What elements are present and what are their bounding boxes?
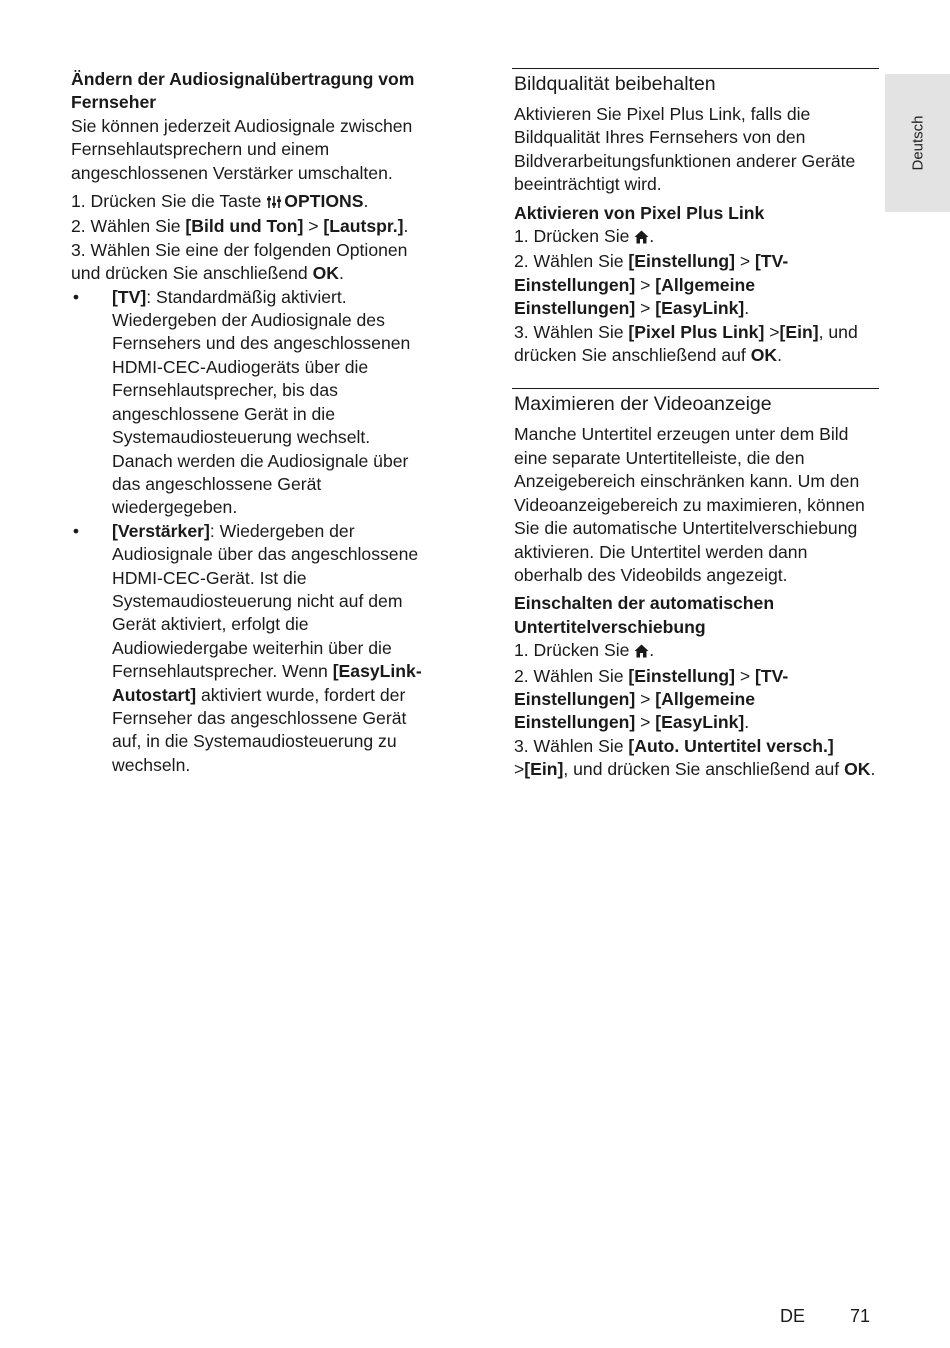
home-icon (634, 227, 649, 250)
untertitel-step-1-prefix: 1. Drücken Sie (514, 640, 635, 661)
pixel-plus-subhead: Aktivieren von Pixel Plus Link (514, 202, 765, 223)
untertitel-step-3-mid: , und drücken Sie anschließend auf (563, 759, 845, 780)
menu-easylink: [EasyLink] (655, 298, 745, 319)
pixel-step-1-suffix: . (649, 226, 655, 247)
menu-allgemeine-einstellungen: [Allgemeine Einstellungen] (514, 688, 756, 733)
left-step-2 (71, 215, 431, 238)
left-step-1 (71, 190, 431, 215)
section-title-videoanzeige: Maximieren der Videoanzeige (514, 393, 772, 416)
sep: > (734, 251, 756, 272)
option-verstaerker-term: [Verstärker] (112, 520, 210, 541)
menu-lautspr: [Lautspr.] (323, 216, 404, 237)
pixel-step-3 (514, 321, 876, 368)
menu-ein: [Ein] (779, 321, 819, 342)
sep: > (514, 759, 525, 780)
untertitel-step-2-suffix: . (744, 712, 750, 733)
menu-tv-einstellungen: [TV-Einstellungen] (514, 665, 789, 709)
bullet-icon: • (72, 520, 80, 541)
option-easylink-autostart: [EasyLink-Autostart] (112, 661, 422, 705)
pixel-step-1 (514, 225, 876, 250)
option-tv-term: [TV] (112, 286, 147, 307)
menu-allgemeine-einstellungen: [Allgemeine Einstellungen] (514, 274, 756, 319)
untertitel-step-1-suffix: . (649, 640, 655, 661)
menu-ein: [Ein] (524, 759, 564, 780)
section-divider (512, 388, 879, 389)
pixel-step-3-mid: , und drücken Sie anschließend auf (514, 321, 858, 366)
menu-easylink: [EasyLink] (655, 712, 745, 733)
menu-einstellung: [Einstellung] (628, 251, 735, 272)
section-divider (512, 68, 879, 69)
sep: > (635, 688, 656, 709)
pixel-step-2-suffix: . (744, 298, 750, 319)
untertitel-step-2-prefix: 2. Wählen Sie (514, 665, 629, 686)
videoanzeige-intro: Manche Untertitel erzeugen unter dem Bild eine separate Untertitelleiste, die den Anzeigebereich einschränken kann. Um den Videoanzeigebereich zu maximieren, können Sie die automatische Untertitelverschiebung aktivieren. Die Untertitel werden dann oberhalb des Videobilds angezeigt. (514, 424, 865, 585)
left-step-1-suffix: . (363, 191, 369, 212)
option-verstaerker-text-2: aktiviert wurde, fordert der Fernseher das angeschlossene Gerät auf, in die Systemaudiosteuerung zu wechseln. (112, 684, 407, 775)
left-step-3 (71, 239, 431, 286)
ok-key-label: OK (844, 759, 871, 780)
option-list (71, 286, 431, 778)
option-tv-text: : Standardmäßig aktiviert. Wiedergeben der Audiosignale des Fernsehers und des angeschlossenen HDMI-CEC-Audiogeräts über die Fernsehlautsprecher, bis das angeschlossene Gerät in die Systemaudiosteuerung wechselt. Danach werden die Audiosignale über das angeschlossene Gerät wiedergegeben. (112, 286, 411, 518)
option-verstaerker (71, 520, 431, 777)
menu-einstellung: [Einstellung] (628, 665, 735, 686)
options-sliders-icon (266, 192, 282, 215)
left-step-2-sep: > (303, 216, 324, 237)
pixel-step-1-prefix: 1. Drücken Sie (514, 226, 635, 247)
pixel-step-3-suffix: . (777, 345, 782, 366)
untertitel-step-3 (514, 735, 876, 782)
left-column (71, 68, 431, 777)
menu-tv-einstellungen: [TV-Einstellungen] (514, 251, 789, 295)
menu-auto-untertitel-versch: [Auto. Untertitel versch.] (628, 735, 834, 756)
bullet-icon: • (72, 286, 80, 307)
pixel-step-2-prefix: 2. Wählen Sie (514, 251, 629, 272)
menu-pixel-plus-link: [Pixel Plus Link] (628, 321, 765, 342)
left-intro: Sie können jederzeit Audiosignale zwischen Fernsehlautsprechern und einem angeschlossenen Verstärker umschalten. (71, 115, 413, 183)
untertitel-subhead: Einschalten der automatischen Untertitelverschiebung (514, 593, 775, 637)
section-title-bildqualitaet: Bildqualität beibehalten (514, 73, 716, 95)
left-step-2-suffix: . (403, 216, 409, 237)
ok-key-label: OK (750, 345, 778, 366)
page-number: 71 (850, 1306, 871, 1326)
option-verstaerker-text: : Wiedergeben der Audiosignale über das angeschlossene HDMI-CEC-Gerät. Ist die Systemaudiosteuerung nicht auf dem Gerät aktiviert, erfolgt die Audiowiedergabe weiterhin über die Fernsehlautsprecher. Wenn (112, 520, 419, 682)
pixel-step-3-prefix: 3. Wählen Sie (514, 321, 629, 342)
menu-bild-und-ton: [Bild und Ton] (185, 216, 304, 237)
left-step-1-prefix: 1. Drücken Sie die Taste (71, 191, 267, 212)
left-step-3-prefix: 3. Wählen Sie eine der folgenden Optionen und drücken Sie anschließend (71, 239, 408, 284)
home-icon (634, 641, 649, 664)
untertitel-step-3-prefix: 3. Wählen Sie (514, 735, 629, 756)
option-tv (71, 286, 431, 520)
pixel-step-2 (514, 250, 876, 320)
left-heading: Ändern der Audiosignalübertragung vom Fernseher (71, 69, 415, 113)
right-column (514, 68, 876, 782)
left-step-2-prefix: 2. Wählen Sie (71, 216, 186, 237)
sep: > (635, 712, 656, 733)
untertitel-step-1 (514, 639, 876, 664)
sep: > (734, 665, 756, 686)
sep: > (635, 298, 656, 319)
sep: > (764, 321, 780, 342)
options-key-label: OPTIONS (284, 191, 364, 212)
left-step-3-suffix: . (338, 263, 344, 284)
untertitel-step-3-suffix: . (870, 759, 876, 780)
language-tab (885, 74, 950, 212)
language-tab-label: Deutsch (909, 115, 926, 171)
bildqualitaet-intro: Aktivieren Sie Pixel Plus Link, falls die Bildqualität Ihres Fernsehers von den Bildverarbeitungsfunktionen anderer Geräte beeinträchtigt wird. (514, 104, 856, 195)
ok-key-label: OK (312, 263, 339, 284)
footer-language: DE (780, 1306, 806, 1326)
untertitel-step-2 (514, 665, 876, 735)
sep: > (635, 274, 656, 295)
